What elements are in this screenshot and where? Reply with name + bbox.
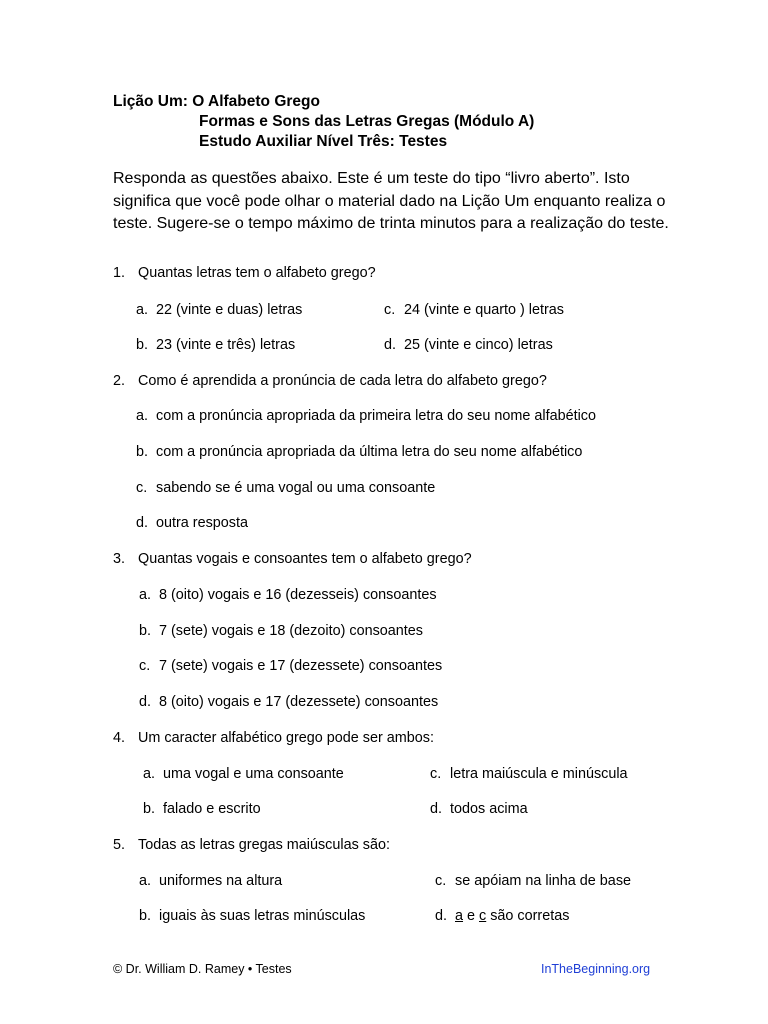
- question-text: Um caracter alfabético grego pode ser ambos:: [138, 730, 434, 746]
- option-text: 24 (vinte e quarto ) letras: [404, 302, 564, 318]
- question-number: 4.: [113, 730, 126, 746]
- lesson-section: Estudo Auxiliar Nível Três: Testes: [199, 133, 448, 150]
- lesson-title: Lição Um: O Alfabeto Grego: [113, 93, 320, 110]
- option-text-mid: e: [463, 908, 480, 924]
- option-3c: [139, 658, 442, 674]
- option-text: uma vogal e uma consoante: [163, 766, 344, 782]
- option-2d: [136, 515, 248, 531]
- option-5a: [139, 873, 282, 889]
- option-1d: [384, 337, 553, 353]
- lesson-subtitle: Formas e Sons das Letras Gregas (Módulo A): [199, 113, 535, 130]
- option-letter: c.: [136, 480, 148, 496]
- option-letter: a.: [136, 302, 149, 318]
- option-2c: [136, 480, 435, 496]
- option-letter: b.: [143, 801, 156, 817]
- question-number: 5.: [113, 837, 126, 853]
- option-letter: d.: [384, 337, 397, 353]
- question-5: [113, 837, 390, 853]
- option-letter: b.: [139, 908, 152, 924]
- option-letter: c.: [384, 302, 396, 318]
- option-4b: [143, 801, 261, 817]
- option-letter: c.: [139, 658, 151, 674]
- question-text: Quantas letras tem o alfabeto grego?: [138, 265, 376, 281]
- option-text: 25 (vinte e cinco) letras: [404, 337, 553, 353]
- option-text: sabendo se é uma vogal ou uma consoante: [156, 480, 436, 496]
- footer-website-link[interactable]: InTheBeginning.org: [541, 962, 651, 976]
- option-letter: a.: [143, 766, 156, 782]
- option-text: 23 (vinte e três) letras: [156, 337, 296, 353]
- option-letter: b.: [136, 444, 149, 460]
- option-2a: [136, 408, 596, 424]
- footer-copyright: © Dr. William D. Ramey • Testes: [113, 962, 292, 976]
- option-3a: [139, 587, 437, 603]
- option-letter: a.: [139, 873, 152, 889]
- question-2: [113, 373, 547, 389]
- option-text: com a pronúncia apropriada da primeira letra do seu nome alfabético: [156, 408, 596, 424]
- question-number: 3.: [113, 551, 126, 567]
- option-letter: c.: [435, 873, 447, 889]
- option-letter: b.: [139, 623, 152, 639]
- option-letter: d.: [435, 908, 448, 924]
- option-ref-a: a: [455, 908, 464, 924]
- option-4a: [143, 766, 344, 782]
- option-letter: d.: [139, 694, 152, 710]
- question-text: Como é aprendida a pronúncia de cada letra do alfabeto grego?: [138, 373, 547, 389]
- option-4c: [430, 766, 628, 782]
- question-text: Todas as letras gregas maiúsculas são:: [138, 837, 390, 853]
- option-letter: d.: [430, 801, 443, 817]
- question-text: Quantas vogais e consoantes tem o alfabeto grego?: [138, 551, 472, 567]
- question-1: [113, 265, 376, 281]
- option-text: com a pronúncia apropriada da última letra do seu nome alfabético: [156, 444, 583, 460]
- option-text: 7 (sete) vogais e 18 (dezoito) consoantes: [159, 623, 423, 639]
- instructions-paragraph: Responda as questões abaixo. Este é um teste do tipo “livro aberto”. Isto significa que você pode olhar o material dado na Lição Um enquanto realiza o teste. Sugere-se o tempo máximo de trinta minutos para a realização do teste.: [113, 170, 669, 232]
- option-1a: [136, 302, 302, 318]
- option-4d: [430, 801, 528, 817]
- question-number: 1.: [113, 265, 126, 281]
- option-5d: [435, 908, 569, 924]
- question-number: 2.: [113, 373, 126, 389]
- option-letter: b.: [136, 337, 149, 353]
- option-1c: [384, 302, 564, 318]
- option-text: falado e escrito: [163, 801, 261, 817]
- option-letter: a.: [136, 408, 149, 424]
- option-5b: [139, 908, 365, 924]
- option-2b: [136, 444, 582, 460]
- option-text: 8 (oito) vogais e 16 (dezesseis) consoantes: [159, 587, 437, 603]
- question-4: [113, 730, 434, 746]
- option-text: 8 (oito) vogais e 17 (dezessete) consoantes: [159, 694, 439, 710]
- option-1b: [136, 337, 295, 353]
- option-letter: c.: [430, 766, 442, 782]
- question-3: [113, 551, 472, 567]
- option-ref-c: c: [479, 908, 487, 924]
- option-text: iguais às suas letras minúsculas: [159, 908, 366, 924]
- option-text: outra resposta: [156, 515, 248, 531]
- option-text: se apóiam na linha de base: [455, 873, 632, 889]
- option-letter: d.: [136, 515, 149, 531]
- option-3d: [139, 694, 438, 710]
- option-text: todos acima: [450, 801, 528, 817]
- option-text: uniformes na altura: [159, 873, 283, 889]
- option-text: 22 (vinte e duas) letras: [156, 302, 303, 318]
- option-letter: a.: [139, 587, 152, 603]
- option-text: letra maiúscula e minúscula: [450, 766, 628, 782]
- option-text-end: são corretas: [486, 908, 570, 924]
- option-5c: [435, 873, 631, 889]
- option-3b: [139, 623, 423, 639]
- option-text: 7 (sete) vogais e 17 (dezessete) consoantes: [159, 658, 443, 674]
